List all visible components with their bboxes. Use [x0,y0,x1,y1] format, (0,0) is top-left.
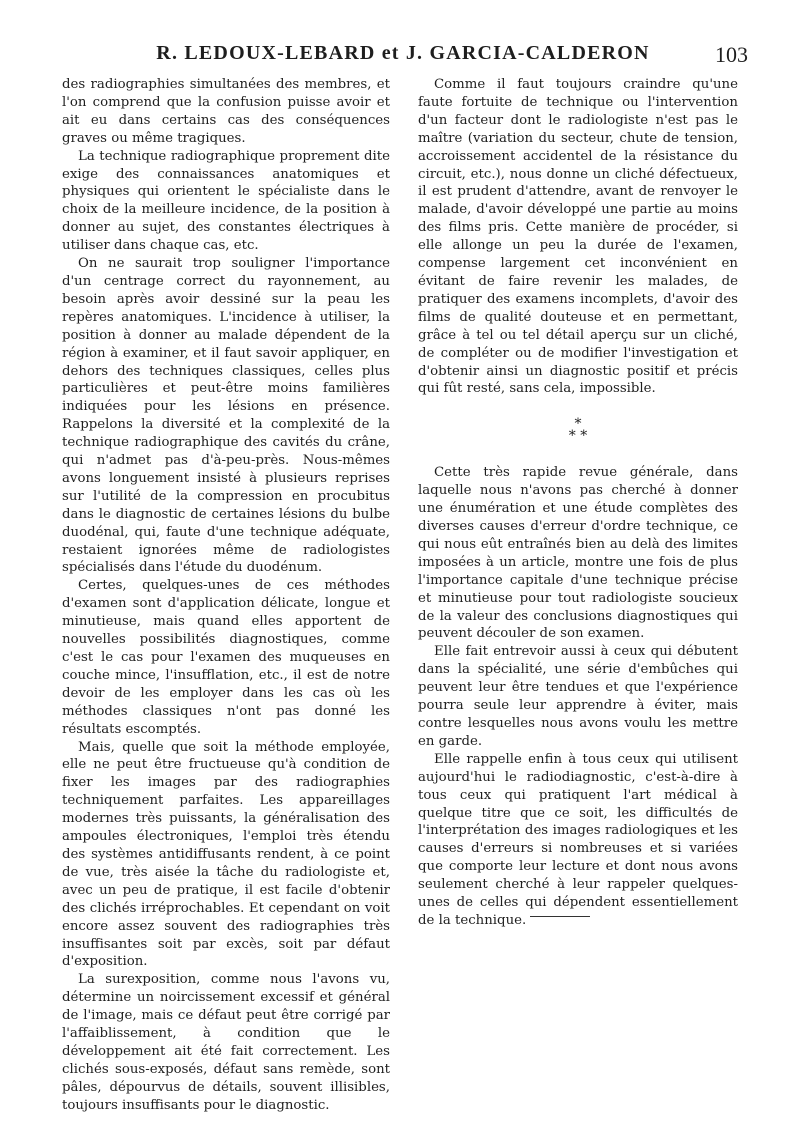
paragraph: Mais, quelle que soit la méthode employée, elle ne peut être fructueuse qu'à condition de fixer les images par des radiographies techniquement parfaites. Les appareillages modernes très puissants, la généralisation des ampoules électroniques, l'emploi très étendu des systèmes antidiffusants rendent, à ce point de vue, très aisée la tâche du radiologiste et, avec un peu de pratique, il est facile d'obtenir des clichés irréprochables. Et cependant on voit encore assez souvent des radiographies très insuffisantes soit par excès, soit par défaut d'exposition. [62,739,390,970]
article-end-rule [530,916,590,917]
paragraph: On ne saurait trop souligner l'importance d'un centrage correct du rayonnement, au besoin après avoir dessiné sur la peau les repères anatomiques. L'incidence à utiliser, la position à donner au malade dépendent de la région à examiner, et il faut savoir appliquer, en dehors des techniques classiques, celles plus particulières et peut-être moins familières indiquées pour les lésions en présence. Rappelons la diversité et la complexité de la technique radiographique des cavités du crâne, qui n'admet pas d'à-peu-près. Nous-mêmes avons longuement insisté à plusieurs reprises sur l'utilité de la compression en procubitus dans le diagnostic de certaines lésions du bulbe duodénal, qui, faute d'une technique adéquate, restaient ignorées même de radiologistes spécialisés dans l'étude du duodénum. [62,256,390,576]
right-column [418,76,738,930]
running-head [58,42,748,72]
running-head-authors: R. LEDOUX-LEBARD et J. GARCIA-CALDERON [156,42,650,64]
section-break-asterism [418,416,738,445]
paragraph: Comme il faut toujours craindre qu'une faute fortuite de technique ou l'intervention d'un facteur dont le radiologiste n'est pas le maître (variation du secteur, chute de tension, accroissement accidentel de la résistance du circuit, etc.), nous donne un cliché défectueux, il est prudent d'attendre, avant de renvoyer le malade, d'avoir développé une partie au moins des films pris. Cette manière de procéder, si elle allonge un peu la durée de l'examen, compense largement cet inconvénient en évitant de faire revenir les malades, de pratiquer des examens incomplets, d'avoir des films de qualité douteuse et en permettant, grâce à tel ou tel détail aperçu sur un cliché, de compléter ou de modifier l'investigation et d'obtenir ainsi un diagnostic positif et précis qui fût resté, sans cela, impossible. [418,77,738,397]
paragraph: Elle fait entrevoir aussi à ceux qui débutent dans la spécialité, une série d'embûches qui peuvent leur être tendues et que l'expérience pourra seule leur apprendre à éviter, mais contre lesquelles nous avons voulu les mettre en garde. [418,644,738,749]
paragraph: Certes, quelques-unes de ces méthodes d'examen sont d'application délicate, longue et minutieuse, mais quand elles apportent de nouvelles possibilités diagnostiques, comme c'est le cas pour l'examen des muqueuses en couche mince, l'insufflation, etc., il est de notre devoir de les employer dans les cas où les méthodes classiques n'ont pas donné les résultats escomptés. [62,578,390,737]
paragraph: des radiographies simultanées des membres, et l'on comprend que la confusion puisse avoir et ait eu dans certains cas des conséquences graves ou même tragiques. [62,77,390,146]
left-column [62,76,390,1115]
asterism-top: * [574,416,582,433]
asterism-bottom: * * [568,428,588,445]
paragraph: Elle rappelle enfin à tous ceux qui utilisent aujourd'hui le radiodiagnostic, c'est-à-dire à tous ceux qui pratiquent l'art médical à quelque titre que ce soit, les difficultés de l'interprétation des images radiologiques et les causes d'erreurs si nombreuses et si variées que comporte leur lecture et dont nous avons seulement cherché à leur rappeler quelques-unes de celles qui dépendent essentiellement de la technique. [418,751,738,928]
paragraph: Cette très rapide revue générale, dans laquelle nous n'avons pas cherché à donner une énumération et une étude complètes des diverses causes d'erreur d'ordre technique, ce qui nous eût entraînés bien au delà des limites imposées à un article, montre une fois de plus l'importance capitale d'une technique précise et minutieuse pour tout radiologiste soucieux de la valeur des conclusions diagnostiques qui peuvent découler de son examen. [418,465,738,642]
paragraph: La technique radiographique proprement dite exige des connaissances anatomiques et physiques qui orientent le spécialiste dans le choix de la meilleure incidence, de la position à donner au sujet, des constantes électriques à utiliser dans chaque cas, etc. [62,148,390,254]
paragraph: La surexposition, comme nous l'avons vu, détermine un noircissement excessif et général de l'image, mais ce défaut peut être corrigé par l'affaiblissement, à condition que le développement ait été fait correctement. Les clichés sous-exposés, défaut sans remède, sont pâles, dépourvus de détails, souvent illisibles, toujours insuffisants pour le diagnostic. [62,972,390,1113]
page-number: 103 [715,42,748,67]
